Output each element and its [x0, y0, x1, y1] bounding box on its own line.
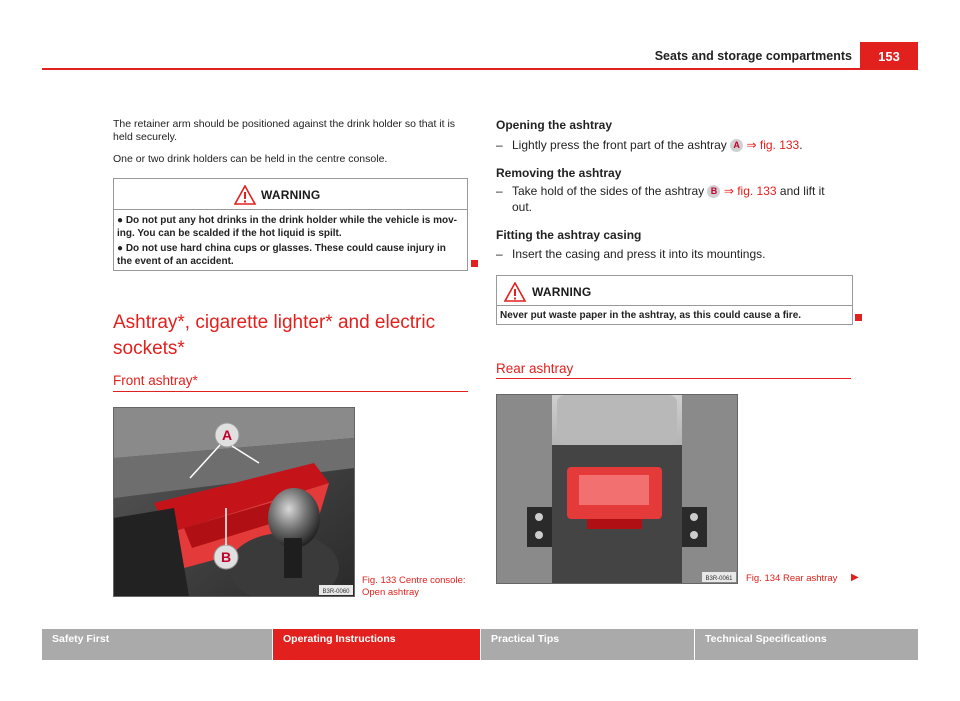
warning-box-ashtray — [496, 275, 853, 325]
heading-removing-ashtray: Removing the ashtray — [496, 166, 622, 180]
warning-text-waste-paper: Never put waste paper in the ashtray, as this could cause a fire. — [500, 310, 802, 321]
label-b: B — [220, 549, 232, 565]
centre-console-illustration — [114, 408, 354, 596]
running-header-title: Seats and storage compartments — [654, 49, 852, 63]
warning-header — [114, 179, 467, 210]
footer-tab-technical-specifications[interactable]: Technical Specifications — [695, 629, 918, 660]
subsection-title-rear-ashtray: Rear ashtray — [496, 361, 574, 376]
end-of-section-marker — [855, 314, 862, 321]
figure-134-caption: Fig. 134 Rear ashtray — [746, 573, 838, 584]
marker-a: A — [730, 139, 743, 152]
page-number: 153 — [860, 42, 918, 70]
figure-reference-link[interactable]: ⇒ fig. 133 — [723, 184, 777, 198]
header-rule — [42, 68, 860, 70]
figure-134-rear-ashtray — [496, 394, 738, 584]
end-of-section-marker — [471, 260, 478, 267]
warning-bullet-hot-drinks: ● Do not put any hot drinks in the drink holder while the vehicle is mov-ing. You can be scalded if the hot liquid is spilt. — [117, 215, 457, 239]
step-fitting-casing: – Insert the casing and press it into its mountings. — [496, 247, 766, 261]
marker-b: B — [707, 185, 720, 198]
bullet-icon: ● — [117, 215, 124, 226]
step-removing-ashtray-line2: out. — [512, 200, 533, 214]
warning-label: WARNING — [261, 188, 321, 202]
figure-code: B3R-0060 — [322, 589, 350, 595]
warning-triangle-icon — [504, 282, 526, 302]
step-opening-ashtray: – Lightly press the front part of the ashtray A ⇒ fig. 133. — [496, 138, 803, 152]
subsection-title-front-ashtray: Front ashtray* — [113, 373, 198, 388]
heading-opening-ashtray: Opening the ashtray — [496, 118, 613, 132]
warning-header — [497, 276, 852, 306]
figure-133-caption: Fig. 133 Centre console: Open ashtray — [362, 575, 466, 598]
section-title: Ashtray*, cigarette lighter* and electric sockets* — [113, 312, 436, 359]
heading-fitting-casing: Fitting the ashtray casing — [496, 228, 642, 242]
footer-tab-operating-instructions[interactable]: Operating Instructions — [273, 629, 480, 660]
step-removing-ashtray: – Take hold of the sides of the ashtray B ⇒ fig. 133 and lift it — [496, 184, 825, 198]
continue-arrow-icon: ▶ — [851, 572, 859, 583]
rear-ashtray-illustration — [497, 395, 737, 583]
label-a: A — [221, 427, 233, 443]
warning-label: WARNING — [532, 285, 592, 299]
paragraph-retainer-arm: The retainer arm should be positioned against the drink holder so that it is held securely. — [113, 118, 456, 143]
warning-bullet-china-cups: ● Do not use hard china cups or glasses. These could cause injury in the event of an accident. — [117, 243, 446, 267]
warning-triangle-icon — [234, 185, 256, 205]
footer-tab-safety-first[interactable]: Safety First — [42, 629, 272, 660]
subsection-rule — [496, 378, 851, 379]
subsection-rule — [113, 391, 468, 392]
figure-code: B3R-0061 — [705, 576, 733, 582]
warning-box-drinks — [113, 178, 468, 271]
figure-reference-link[interactable]: ⇒ fig. 133 — [746, 138, 800, 152]
paragraph-drink-holders: One or two drink holders can be held in the centre console. — [113, 153, 388, 165]
figure-133-centre-console — [113, 407, 355, 597]
footer-tab-practical-tips[interactable]: Practical Tips — [481, 629, 694, 660]
bullet-icon: ● — [117, 243, 124, 254]
